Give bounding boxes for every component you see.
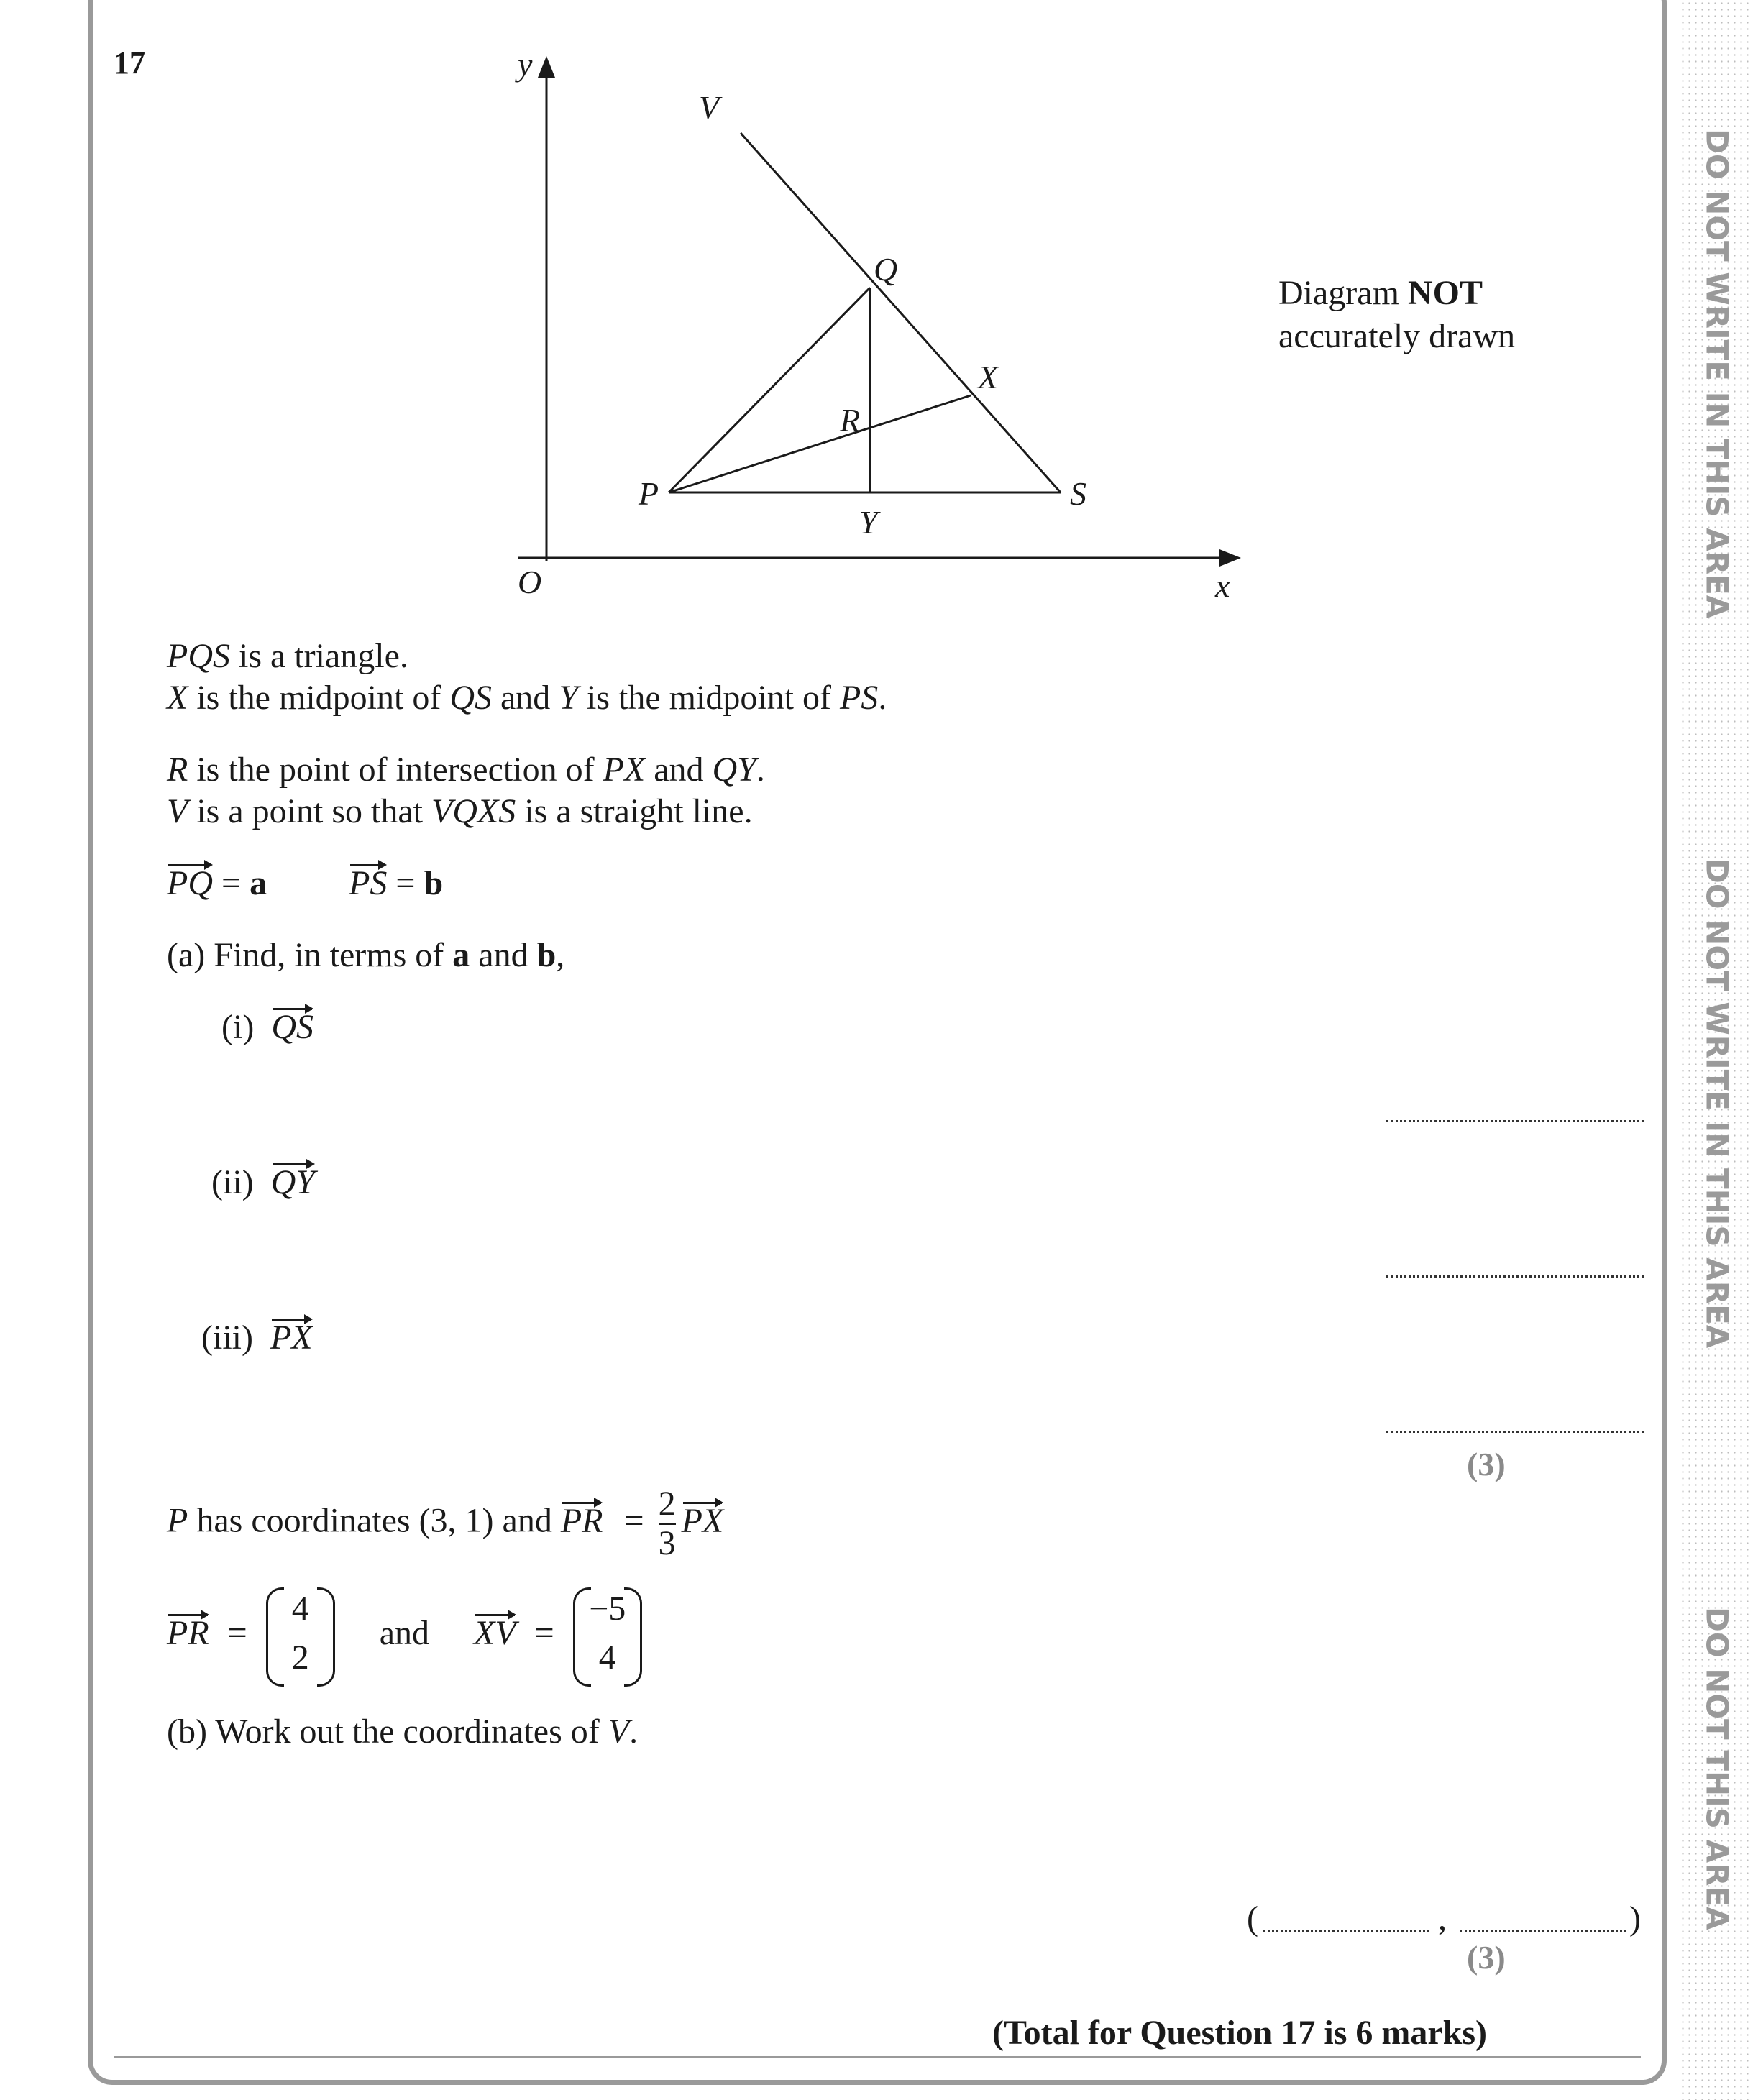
part-a-iii: (iii) PX [201,1317,313,1359]
y-axis-arrow [538,56,555,78]
question-total: (Total for Question 17 is 6 marks) [992,2014,1488,2052]
part-a-prompt: (a) Find, in terms of a and b, [167,936,565,974]
column-vector-XV: −5 4 [573,1587,642,1685]
margin-warning-2: DO NOT WRITE IN THIS AREA [1699,858,1735,1349]
label-V: V [699,89,720,126]
answer-line-b-y[interactable] [1460,1930,1626,1932]
margin-warning-1: DO NOT WRITE IN THIS AREA [1699,129,1735,619]
marks-b: (3) [1467,1939,1506,1976]
side-PQ [669,288,870,492]
bottom-rule [114,2056,1641,2058]
question-number: 17 [114,45,145,81]
label-R: R [840,402,861,439]
marks-a: (3) [1467,1446,1506,1482]
part-b-given-p: P has coordinates (3, 1) and PR = $\frac{2}{3}$ PX [167,1485,724,1562]
label-origin: O [518,564,542,600]
answer-comma: , [1438,1899,1447,1938]
diagram-note: Diagram NOT accurately drawn [1278,274,1516,355]
column-vector-PR: 4 2 [266,1587,335,1685]
line-PX [669,395,971,492]
part-a-ii: (ii) QY [211,1162,315,1203]
answer-line-a-ii[interactable] [1386,1275,1644,1278]
answer-line-a-i[interactable] [1386,1120,1644,1122]
label-y: y [518,46,533,83]
statement-straight-line: V is a point so that VQXS is a straight line. [167,792,753,830]
label-X: X [978,359,999,395]
part-b-given-vectors: PR = 4 2 and XV = −5 4 [167,1587,642,1685]
x-axis-arrow [1219,549,1241,567]
label-x: x [1215,567,1230,604]
label-S: S [1070,475,1086,512]
fraction-two-thirds: $\frac{2}{3}$ [658,1485,676,1562]
margin-warning-3: DO NOT THIS AREA [1699,1607,1735,1930]
statement-midpoints: X is the midpoint of QS and Y is the midpoint of PS. [167,679,887,717]
line-VQXS [741,133,1061,492]
label-Y: Y [859,504,878,541]
part-b-prompt: (b) Work out the coordinates of V. [167,1712,639,1751]
answer-line-a-iii[interactable] [1386,1431,1644,1433]
answer-line-b-x[interactable] [1263,1930,1429,1932]
statement-intersection: R is the point of intersection of PX and QY. [167,751,765,789]
label-Q: Q [874,251,898,288]
vector-diagram [489,43,1265,618]
label-P: P [639,475,659,512]
vector-definitions: PQ = a PS = b [167,863,443,904]
answer-close-paren: ) [1629,1899,1641,1938]
part-a-i: (i) QS [221,1007,313,1048]
answer-open-paren: ( [1247,1899,1258,1938]
statement-triangle: PQS is a triangle. [167,637,408,675]
